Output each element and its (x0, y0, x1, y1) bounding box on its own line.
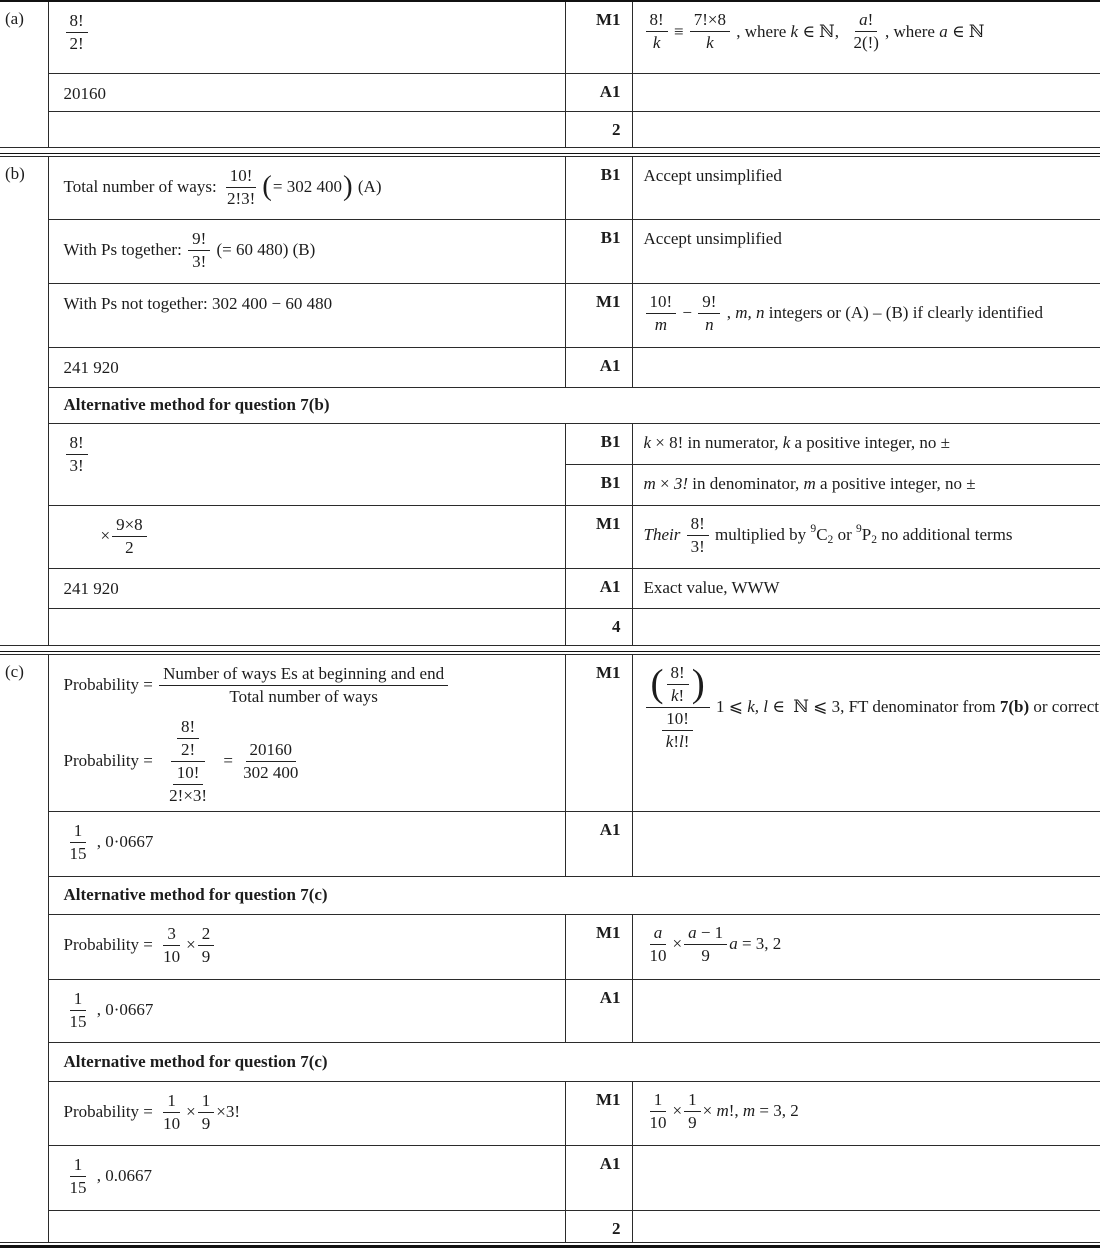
table-row (0, 111, 1100, 147)
math-line (64, 989, 559, 1032)
text-run: k (665, 731, 674, 751)
text-run: 2(!) (853, 33, 879, 52)
text-run: k (643, 432, 652, 452)
text-run: = 3, 2 (755, 1101, 799, 1120)
fraction (66, 1155, 91, 1198)
math-line (64, 433, 559, 476)
table-row (0, 914, 1100, 979)
text-run: 10! (229, 165, 253, 185)
text-run: 10! (176, 762, 200, 782)
text-run: ! (673, 731, 679, 751)
text-run: 9! (192, 228, 207, 248)
text-run: 8! (690, 513, 705, 533)
math-line (644, 10, 1092, 53)
text-run: 15 (69, 1177, 87, 1197)
section-c (0, 654, 1100, 1243)
text-run: 3! (192, 251, 207, 271)
math-line (644, 165, 1092, 187)
fraction (646, 292, 677, 335)
fraction (165, 763, 211, 806)
text-run: m (643, 473, 656, 493)
text-run: 302 400 (243, 762, 299, 782)
text-run: 1 (73, 988, 83, 1008)
text-run: 1 (73, 820, 83, 840)
text-run: Total number of ways (229, 686, 378, 706)
table-row (0, 73, 1100, 111)
working-cell (48, 568, 565, 608)
table-row (0, 876, 1100, 914)
text-run: 8! (670, 662, 685, 682)
mark-cell: M1 (565, 283, 632, 347)
comment-cell (632, 914, 1100, 979)
table-row (0, 1081, 1100, 1145)
mark-cell: B1 (565, 219, 632, 283)
math-line (644, 661, 1099, 752)
mark-cell: A1 (565, 347, 632, 387)
text-run: a positive integer, no ± (790, 432, 950, 452)
text-run: 1 (201, 1090, 211, 1110)
text-run: Probability = (63, 1102, 158, 1121)
mark-cell: 2 (565, 111, 632, 147)
fraction (646, 1090, 671, 1133)
text-run: 1 (688, 1089, 697, 1109)
text-run: 20160 (63, 83, 106, 103)
text-run: × (655, 473, 674, 493)
part-label: (a) (0, 1, 48, 147)
comment-cell (632, 1, 1100, 73)
table-row (0, 1042, 1100, 1081)
working-cell (48, 654, 565, 811)
text-run: With Ps not together: 302 400 − 60 480 (63, 293, 333, 313)
text-run: Accept unsimplified (643, 228, 782, 248)
working-cell (48, 1145, 565, 1210)
fraction (66, 821, 91, 864)
text-run: 2! (69, 34, 84, 53)
text-run: no additional terms (877, 525, 1013, 544)
text-run: = 3, 2 (737, 934, 782, 953)
text-run: , 0·0667 (92, 832, 154, 851)
text-run: C (816, 525, 828, 544)
text-run: multiplied by (710, 525, 811, 544)
math-line (64, 1155, 559, 1198)
text-run: 1 (167, 1090, 176, 1110)
text-run: , where (732, 21, 791, 41)
comment-cell (632, 283, 1100, 347)
fraction (849, 10, 882, 53)
big-paren: ) (343, 170, 353, 203)
text-run: k (706, 33, 714, 52)
fraction (177, 717, 199, 760)
working-cell (48, 505, 565, 568)
fraction (698, 292, 720, 335)
math-line (64, 11, 559, 54)
text-run: 10! (649, 291, 673, 311)
mark-cell: 2 (565, 1210, 632, 1242)
working-cell (48, 914, 565, 979)
text-run: 1 ⩽ (711, 697, 748, 716)
working-cell (48, 283, 565, 347)
comment-cell (632, 979, 1100, 1042)
text-run: , 0.0667 (92, 1166, 152, 1185)
working-cell (48, 111, 565, 147)
comment-cell (632, 654, 1100, 811)
text-run: 10 (163, 1113, 181, 1133)
mark-cell: A1 (565, 1145, 632, 1210)
comment-cell (632, 347, 1100, 387)
mark-cell: A1 (565, 979, 632, 1042)
text-run: !, (728, 1101, 743, 1120)
section-divider (0, 651, 1100, 652)
superscript: 9 (810, 522, 817, 536)
text-run: − 1 (696, 922, 724, 942)
text-run: × (702, 1101, 717, 1120)
table-row (0, 654, 1100, 811)
text-run: × (186, 935, 196, 954)
mark-cell: M1 (565, 914, 632, 979)
table-row (0, 387, 1100, 423)
math-line (644, 514, 1092, 557)
text-run: 2! (181, 739, 196, 759)
table-row (0, 423, 1100, 464)
text-run: ∈ ℕ, (798, 21, 848, 41)
text-run: × (186, 1102, 196, 1121)
comment-cell (632, 1081, 1100, 1145)
text-run: k, l (747, 697, 768, 716)
fraction (646, 923, 671, 966)
text-run: × (100, 526, 111, 545)
text-run: l (679, 731, 684, 751)
text-run: (A) (353, 177, 382, 196)
text-run: ! (678, 685, 685, 705)
fraction (66, 989, 91, 1032)
text-run: × 8! in numerator, (651, 432, 783, 452)
text-run: 3 (167, 923, 176, 943)
fraction (239, 740, 302, 783)
text-run: Probability = (63, 675, 158, 694)
fraction (188, 229, 210, 272)
text-run: 8! (649, 10, 664, 29)
subscript: 2 (871, 532, 878, 546)
text-run: m (803, 473, 816, 493)
table-row (0, 219, 1100, 283)
text-run: m, n (735, 303, 765, 322)
fraction (690, 10, 730, 53)
table-row (0, 1210, 1100, 1242)
fraction (66, 11, 88, 54)
math-line (644, 292, 1092, 335)
comment-cell (632, 608, 1100, 645)
text-run: 20160 (249, 739, 293, 759)
part-label: (c) (0, 654, 48, 1242)
text-run: = 302 400 (272, 177, 342, 196)
superscript: 9 (855, 522, 862, 536)
comment-cell (632, 423, 1100, 464)
text-run: k (670, 685, 679, 705)
text-run: 15 (69, 843, 87, 863)
text-run: 2!3! (226, 188, 256, 208)
working-cell (48, 423, 565, 505)
mark-cell: B1 (565, 464, 632, 505)
fraction (112, 515, 147, 558)
text-run: 10 (649, 1112, 667, 1132)
text-run: 15 (69, 1011, 87, 1031)
working-cell (48, 811, 565, 876)
part-label: (b) (0, 156, 48, 645)
text-run: ×3! (216, 1102, 240, 1121)
table-row (0, 283, 1100, 347)
fraction (198, 1091, 215, 1134)
comment-cell (632, 1145, 1100, 1210)
text-run: Probability = (63, 935, 158, 954)
text-run: 2 (125, 537, 134, 557)
text-run: (= 60 480) (B) (212, 240, 316, 259)
text-run: , 0·0667 (92, 1000, 154, 1019)
text-run: With Ps together: (63, 240, 187, 259)
comment-cell (632, 1210, 1100, 1242)
math-line (64, 821, 559, 864)
text-run: Accept unsimplified (643, 165, 782, 185)
working-cell (48, 979, 565, 1042)
fraction (687, 514, 709, 557)
working-cell (48, 73, 565, 111)
subscript: 2 (827, 532, 834, 546)
math-line (64, 83, 559, 105)
math-line (64, 357, 559, 379)
math-line (64, 293, 559, 315)
table-row (0, 608, 1100, 645)
text-run: a (688, 922, 697, 942)
section-divider (0, 153, 1100, 154)
math-line (64, 229, 559, 272)
text-run: m (716, 1101, 729, 1120)
text-run: ! (867, 10, 874, 29)
working-cell (48, 1081, 565, 1145)
fraction (646, 663, 710, 752)
text-run: 8! (69, 432, 84, 452)
text-run: integers or (A) – (B) if clearly identified (764, 303, 1043, 322)
working-cell (48, 1210, 565, 1242)
comment-cell (632, 219, 1100, 283)
table-row (0, 156, 1100, 219)
text-run: Number of ways Es at beginning and end (163, 663, 445, 683)
comment-cell (632, 464, 1100, 505)
text-run: n (705, 314, 714, 334)
working-cell (48, 608, 565, 645)
text-run: ∈ ℕ (947, 21, 985, 41)
fraction (684, 923, 727, 966)
text-run: 10! (666, 708, 689, 728)
math-line (644, 228, 1092, 250)
table-row (0, 1, 1100, 73)
text-run: Their (643, 525, 685, 544)
working-cell (48, 156, 565, 219)
text-run: 1 (73, 1154, 83, 1174)
text-run: 3! (690, 536, 705, 556)
math-line (64, 664, 559, 707)
working-cell (48, 347, 565, 387)
text-run: 241 920 (63, 357, 119, 377)
text-run: 9 (201, 1113, 211, 1133)
comment-cell (632, 811, 1100, 876)
text-run: ! (683, 731, 690, 751)
fraction (159, 664, 448, 707)
math-line (64, 924, 559, 967)
big-paren: ) (691, 661, 705, 705)
fraction (159, 1091, 184, 1134)
alternative-method-header: Alternative method for question 7(b) (48, 387, 1100, 423)
mark-cell: A1 (565, 73, 632, 111)
fraction (159, 924, 184, 967)
mark-cell: M1 (565, 505, 632, 568)
text-run: k (790, 21, 799, 41)
big-paren: ( (650, 661, 664, 705)
text-run: 3! (69, 455, 84, 475)
math-line (644, 432, 1092, 454)
fraction (684, 1090, 701, 1133)
text-run: − (678, 303, 697, 322)
text-run: 8! (69, 11, 84, 30)
math-line (64, 578, 559, 600)
mark-cell: A1 (565, 568, 632, 608)
working-cell (48, 1, 565, 73)
text-run: k (652, 33, 661, 52)
math-line (101, 515, 559, 558)
comment-cell (632, 111, 1100, 147)
text-run: m (742, 1101, 756, 1120)
text-run: 9! (702, 291, 717, 311)
text-run: 1 (653, 1089, 663, 1109)
text-run: 10 (163, 946, 181, 966)
math-line (644, 923, 1092, 966)
mark-cell: 4 (565, 608, 632, 645)
text-run: Total number of ways: (63, 177, 221, 196)
text-run: 10 (649, 945, 667, 965)
text-run: 2 (201, 923, 211, 943)
mark-cell: M1 (565, 1, 632, 73)
text-run: × (672, 1101, 683, 1120)
text-run: 9 (701, 945, 710, 965)
comment-cell (632, 156, 1100, 219)
big-paren: ( (262, 170, 272, 203)
text-run: , (722, 303, 736, 322)
text-run: a (653, 922, 663, 942)
text-run: Exact value, WWW (643, 577, 780, 597)
text-run: = (219, 751, 238, 770)
math-line (644, 1090, 1092, 1133)
table-row (0, 347, 1100, 387)
text-run: Probability = (63, 751, 158, 770)
text-run: ∈ ℕ ⩽ 3, FT denominator from (767, 697, 1000, 716)
text-run: × (672, 934, 683, 953)
text-run: a (939, 21, 948, 41)
text-run: 9×8 (116, 514, 143, 534)
text-run: 7(b) (999, 697, 1030, 716)
text-run: a (859, 10, 868, 29)
text-run: ≡ (669, 21, 688, 41)
text-run: k (782, 432, 791, 452)
fraction (667, 663, 689, 706)
table-row (0, 1145, 1100, 1210)
math-line (64, 717, 559, 806)
mark-cell: M1 (565, 1081, 632, 1145)
mark-cell: B1 (565, 156, 632, 219)
math-line (64, 166, 559, 209)
fraction (159, 717, 217, 806)
fraction (198, 924, 215, 967)
text-run: 8! (181, 716, 196, 736)
text-run: 241 920 (63, 578, 119, 598)
text-run: , where (884, 21, 940, 41)
math-line (644, 577, 1092, 599)
comment-cell (632, 505, 1100, 568)
alternative-method-header: Alternative method for question 7(c) (48, 876, 1100, 914)
text-run: 9 (688, 1112, 697, 1132)
fraction (66, 433, 88, 476)
table-row (0, 811, 1100, 876)
section-a (0, 0, 1100, 148)
fraction (223, 166, 259, 209)
table-row (0, 505, 1100, 568)
text-run: a (729, 934, 738, 953)
text-run: or correct (1029, 697, 1099, 716)
text-run: a positive integer, no ± (815, 473, 976, 493)
text-run: 2!×3! (169, 785, 208, 805)
table-row (0, 979, 1100, 1042)
working-cell (48, 219, 565, 283)
text-run: 9 (201, 946, 211, 966)
text-run: in denominator, (688, 473, 804, 493)
mark-cell: A1 (565, 811, 632, 876)
comment-cell (632, 73, 1100, 111)
mark-cell: M1 (565, 654, 632, 811)
comment-cell (632, 568, 1100, 608)
math-line (644, 473, 1092, 495)
alternative-method-header: Alternative method for question 7(c) (48, 1042, 1100, 1081)
table-bottom-border (0, 1245, 1100, 1248)
text-run: P (861, 525, 872, 544)
fraction (646, 10, 668, 53)
text-run: m (654, 314, 667, 334)
mark-cell: B1 (565, 423, 632, 464)
text-run: 7!×8 (693, 10, 727, 29)
table-row (0, 568, 1100, 608)
math-line (64, 1091, 559, 1134)
text-run: 3! (673, 473, 689, 493)
fraction (662, 709, 694, 752)
text-run: or (833, 525, 856, 544)
section-b (0, 156, 1100, 646)
